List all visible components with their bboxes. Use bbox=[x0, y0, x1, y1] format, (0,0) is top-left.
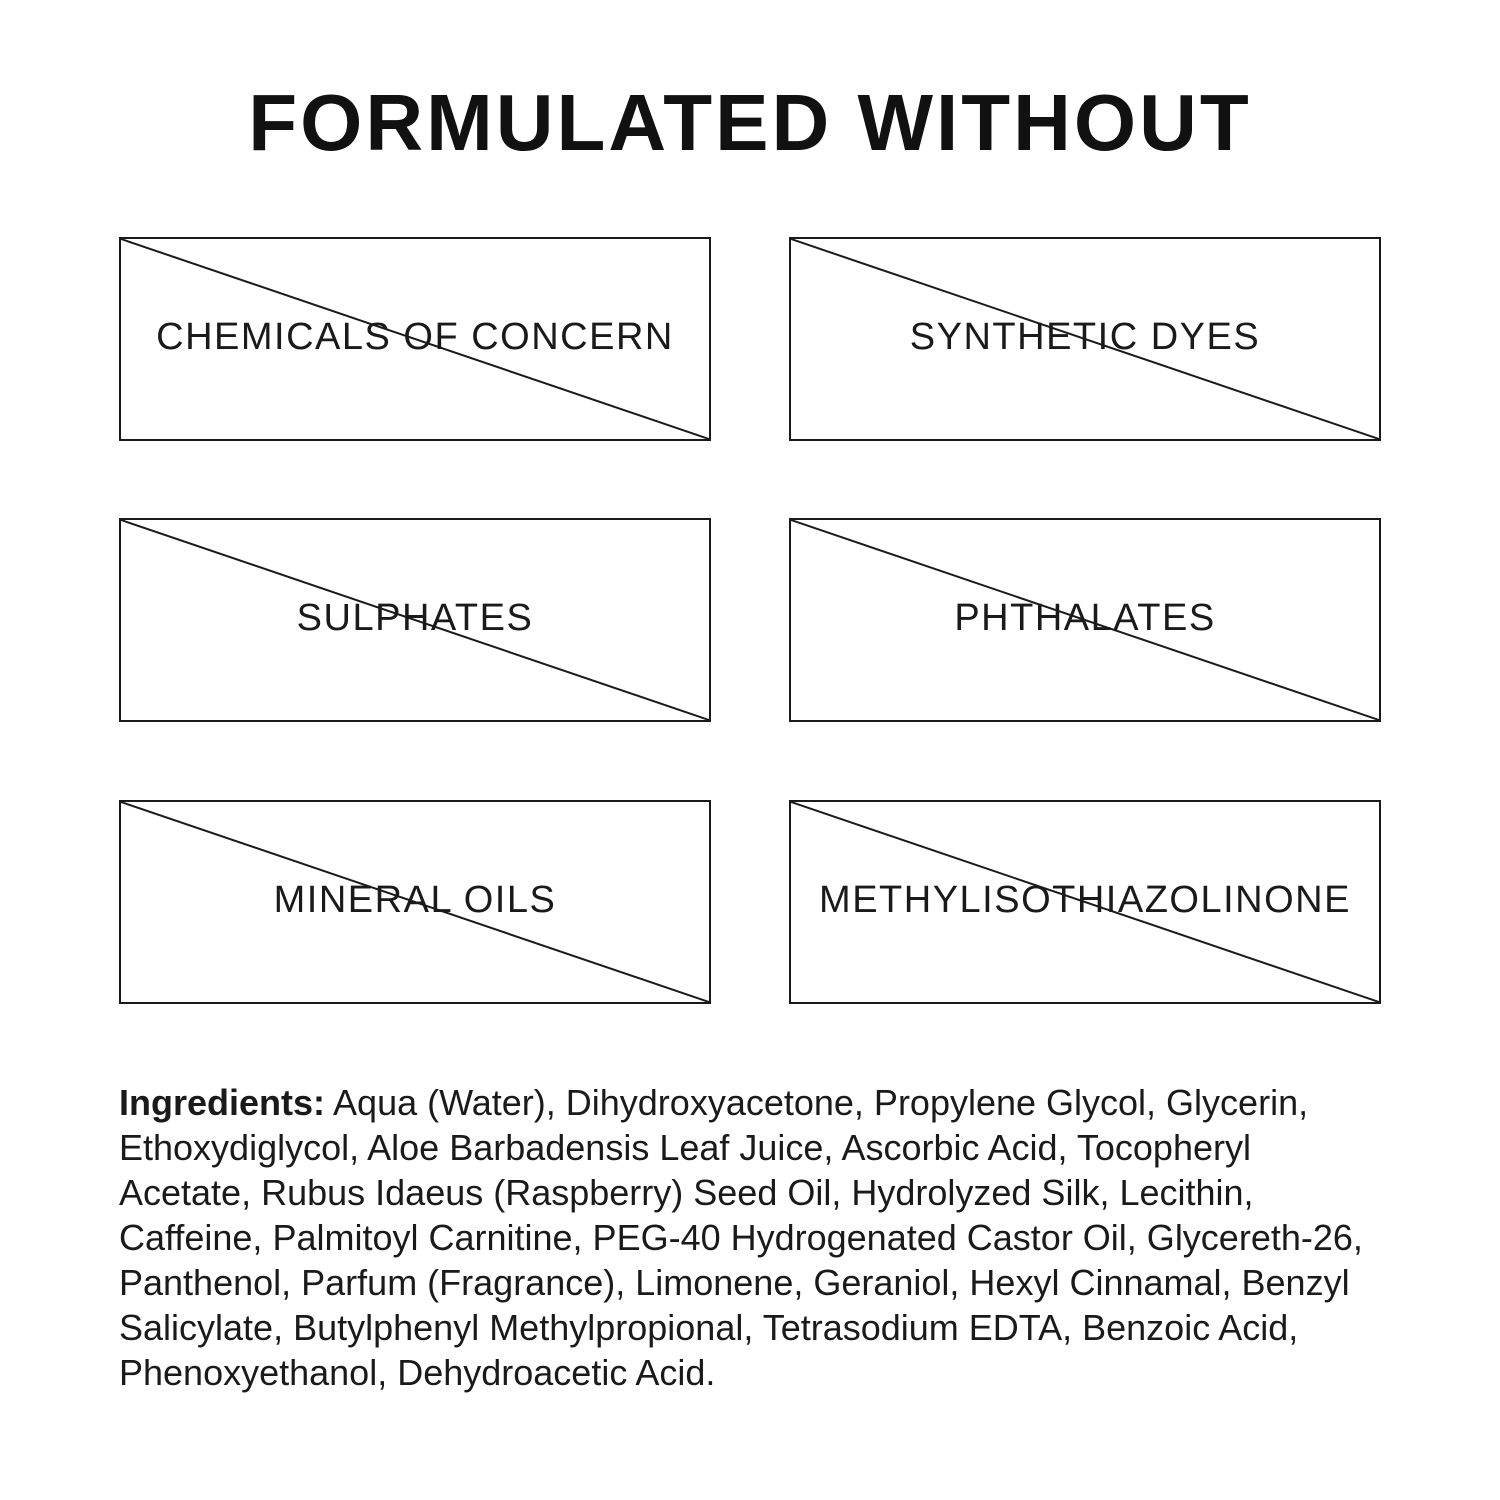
ingredients-list bbox=[119, 1080, 1389, 1395]
excluded-item-chemicals-of-concern bbox=[119, 237, 711, 441]
excluded-item-label: PHTHALATES bbox=[954, 596, 1216, 639]
excluded-item-label: SYNTHETIC DYES bbox=[909, 315, 1261, 358]
excluded-item-phthalates bbox=[789, 518, 1381, 722]
excluded-item-label: SULPHATES bbox=[296, 596, 534, 639]
excluded-item-label: CHEMICALS OF CONCERN bbox=[156, 315, 674, 358]
excluded-item-label: METHYLISOTHIAZOLINONE bbox=[819, 878, 1351, 921]
excluded-item-mineral-oils bbox=[119, 800, 711, 1004]
excluded-item-synthetic-dyes bbox=[789, 237, 1381, 441]
ingredients-text: Aqua (Water), Dihydroxyacetone, Propylene Glycol, Glycerin, Ethoxydiglycol, Aloe Barbadensis Leaf Juice, Ascorbic Acid, Tocopheryl Acetate, Rubus Idaeus (Raspberry) Seed Oil, Hydrolyzed Silk, Lecithin, Caffeine, Palmitoyl Carnitine, PEG-40 Hydrogenated Castor Oil, Glycereth-26, Panthenol, Parfum (Fragrance), Limonene, Geraniol, Hexyl Cinnamal, Benzyl Salicylate, Butylphenyl Methylpropional, Tetrasodium EDTA, Benzoic Acid, Phenoxyethanol, Dehydroacetic Acid. bbox=[119, 1082, 1363, 1393]
page-title: FORMULATED WITHOUT bbox=[248, 78, 1252, 167]
excluded-item-label: MINERAL OILS bbox=[273, 878, 557, 921]
excluded-item-sulphates bbox=[119, 518, 711, 722]
ingredients-label: Ingredients: bbox=[119, 1082, 326, 1123]
excluded-item-methylisothiazolinone bbox=[789, 800, 1381, 1004]
